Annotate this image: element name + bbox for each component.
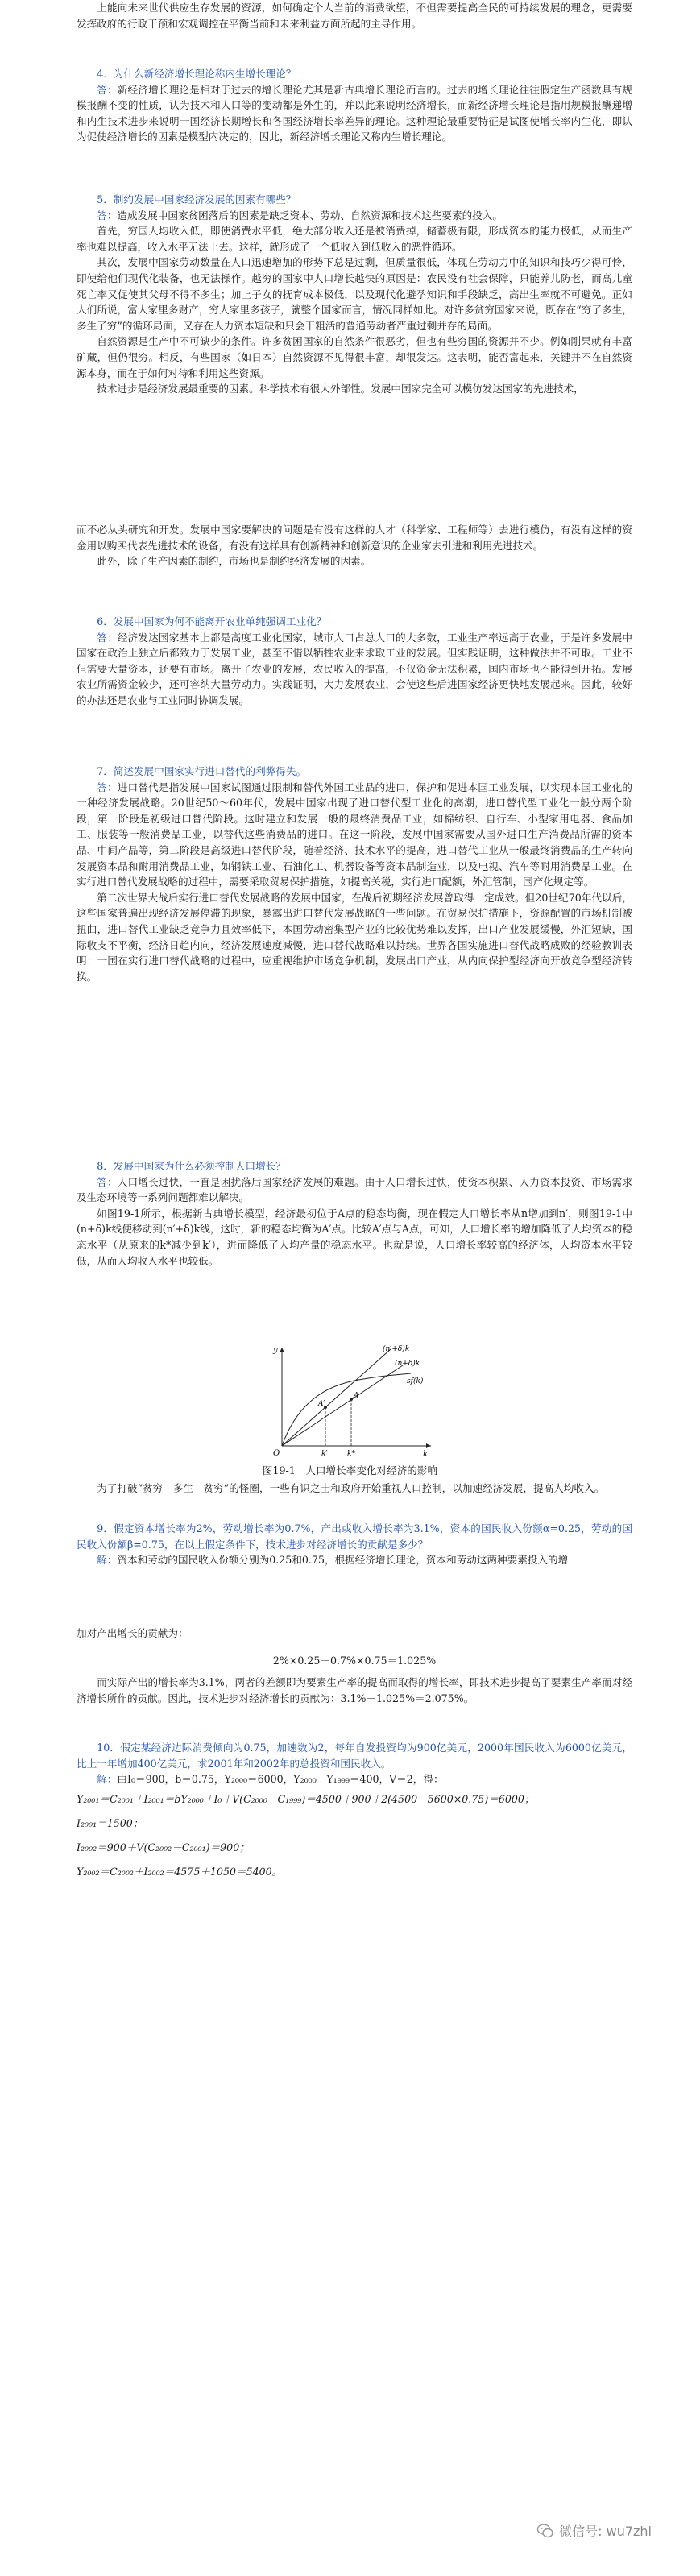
equation-y2001: Y₂₀₀₁＝C₂₀₀₁＋I₂₀₀₁＝bY₂₀₀₀＋I₀＋V(C₂₀₀₀－C₁₉₉₉)＝4500＋900＋2(4500－5600×0.75)＝6000； bbox=[77, 1792, 535, 1805]
curve-label: sf(k) bbox=[407, 1377, 424, 1385]
question-8-continued bbox=[77, 1481, 632, 1497]
question-4-title: 4．为什么新经济增长理论称内生增长理论？ bbox=[97, 68, 296, 80]
answer-text: 人口增长过快，一直是困扰落后国家经济发展的难题。由于人口增长过快，使资本积累、人力资本投资、市场需求及生态环境等一系列问题都难以解决。 bbox=[77, 1175, 633, 1204]
equation-i2002: I₂₀₀₂＝900＋V(C₂₀₀₂－C₂₀₀₁)＝900； bbox=[77, 1841, 250, 1853]
question-10-section bbox=[77, 1740, 632, 1884]
k-prime-label: k′ bbox=[321, 1450, 328, 1458]
question-5-continued bbox=[77, 522, 632, 569]
intro-section bbox=[77, 0, 632, 31]
question-9-answer-1 bbox=[77, 1552, 632, 1568]
question-9-answer-2: 加对产出增长的贡献为： bbox=[77, 1627, 188, 1639]
answer-text: 资本和劳动的国民收入份额分别为0.25和0.75，根据经济增长理论，资本和劳动这两种要素投入的增 bbox=[117, 1554, 569, 1567]
answer-text: 由I₀＝900，b＝0.75，Y₂₀₀₀＝6000，Y₂₀₀₀－Y₁₉₉₉＝400，V＝2，得： bbox=[117, 1773, 444, 1786]
line-n-prime-delta-k bbox=[282, 1349, 391, 1446]
answer-text: 造成发展中国家贫困落后的因素是缺乏资本、劳动、自然资源和技术这些要素的投入。 bbox=[117, 209, 503, 222]
question-5-answer-3: 其次，发展中国家劳动数量在人口迅速增加的形势下总是过剩，但质量很低，体现在劳动力中的知识和技巧少得可怜，即使给他们现代化装备，也无法操作。越穷的国家中人口增长越快的原因是：农民没有社会保障，只能养儿防老，而高儿童死亡率又促使其父母不得不多生；加上子女的抚育成本极低，以及现代化避孕知识和手段缺乏，高出生率就不可避免。正如人们所说，富人家里多财产，穷人家里多孩子，就整个国家而言，情况同样如此。对许多贫穷国家来说，既存在“穷了多生，多生了穷”的循环局面，又存在人力资本短缺和只会干粗活的普通劳动者严重过剩并存的局面。 bbox=[77, 256, 632, 332]
answer-text: 进口替代是指发展中国家试图通过限制和替代外国工业品的进口，保护和促进本国工业发展，以实现本国工业化的一种经济发展战略。20世纪50～60年代，发展中国家出现了进口替代型工业化的高潮，进口替代型工业化一般分两个阶段，第一阶段是初级进口替代阶段。这时建立和发展一般的最终消费品工业，如棉纺织、自行车、小型家用电器、食品加工、服装等一般消费品工业，以替代这些消费品的进口。在这一阶段，发展中国家需要从国外进口生产消费品所需的资本品、中间产品等，第二阶段是高级进口替代阶段，随着经济、技术水平的提高，进口替代工业从一般最终消费品的生产转向发展资本品和耐用消费品工业，如钢铁工业、石油化工、机器设备等资本品制造业，以及电视、汽车等耐用消费品工业。在实行进口替代发展战略的过程中，需要采取贸易保护措施，如提高关税，实行进口配额，外汇管制，国产化规定等。 bbox=[77, 781, 633, 888]
point-a-label: A bbox=[354, 1392, 359, 1400]
figure-19-1 bbox=[262, 1341, 439, 1461]
line-upper-label: (n′+δ)k bbox=[383, 1345, 410, 1353]
answer-text: 经济发达国家基本上都是高度工业化国家，城市人口占总人口的大多数，工业生产率远高于农业，于是许多发展中国家在政治上独立后都致力于发展工业，甚至不惜以牺牲农业来求取工业的发展。但实践证明，这种做法并不可取。工业不但需要大量资本，还要有市场。离开了农业的发展，农民收入的提高，不仅资金无法积累，国内市场也不能得到开拓。发展农业所需资金较少，还可容纳大量劳动力。实践证明，大力发展农业，会使这些后进国家经济更快地发展起来。因此，较好的办法还是农业与工业同时协调发展。 bbox=[77, 631, 633, 706]
x-axis-arrow bbox=[426, 1443, 431, 1448]
question-5-answer-6: 而不必从头研究和开发。发展中国家要解决的问题是有没有这样的人才（科学家、工程师等）去进行模仿，有没有这样的资金用以购买代表先进技术的设备，有没有这样具有创新精神和创新意识的企业家去引进和利用先进技术。 bbox=[77, 524, 632, 552]
question-8-answer-2: 如图19-1所示，根据新古典增长模型，经济最初位于A点的稳态均衡，现在假定人口增长率从n增加到n′，则图19-1中(n+δ)k线便移动到(n′+δ)k线，这时，新的稳态均衡为A′点。比较A′点与A点，可知，人口增长率的增加降低了人均资本的稳态水平（从原来的k*减少到k′），进而降低了人均产量的稳态水平。也就是说，人口增长率较高的经济体，人均资本水平较低，从而人均收入水平也较低。 bbox=[77, 1207, 632, 1267]
question-5-answer-7: 此外，除了生产因素的制约，市场也是制约经济发展的因素。 bbox=[97, 555, 371, 568]
question-9-continued bbox=[77, 1626, 632, 1706]
question-4-section bbox=[77, 66, 632, 145]
question-7-title: 7．简述发展中国家实行进口替代的利弊得失。 bbox=[97, 765, 307, 777]
k-axis-label: k bbox=[423, 1450, 429, 1458]
line-lower-label: (n+δ)k bbox=[395, 1360, 420, 1368]
question-9-formula: 2%×0.25＋0.7%×0.75＝1.025% bbox=[272, 1654, 437, 1667]
answer-label: 答： bbox=[97, 781, 118, 793]
question-9-answer-3: 而实际产出的增长率为3.1%，两者的差额即为要素生产率的提高而取得的增长率，即技术进步提高了要素生产率而对经济增长所作的贡献。因此，技术进步对经济增长的贡献为：3.1%－1.025%＝2.075%。 bbox=[77, 1676, 632, 1704]
k-star-label: k* bbox=[347, 1450, 355, 1458]
answer-label: 答： bbox=[97, 83, 118, 96]
question-6-section bbox=[77, 614, 632, 709]
line-n-delta-k bbox=[282, 1365, 403, 1446]
question-6-title: 6．发展中国家为何不能离开农业单纯强调工业化？ bbox=[97, 615, 327, 627]
question-7-section bbox=[77, 764, 632, 984]
watermark-text: 微信号: wu7zhi bbox=[559, 2524, 652, 2539]
question-5-answer-4: 自然资源是生产中不可缺少的条件。许多贫困国家的自然条件很恶劣，但也有些穷国的资源并不少。例如刚果就有丰富矿藏，但仍很穷。相反，有些国家（如日本）自然资源不见得很丰富，却很发达。这表明，能否富起来，关键并不在自然资源本身，而在于如何对待和利用这些资源。 bbox=[77, 335, 632, 379]
question-8-title: 8．发展中国家为什么必须控制人口增长？ bbox=[97, 1160, 286, 1172]
question-10-given bbox=[77, 1771, 632, 1787]
answer-label: 答： bbox=[97, 1175, 118, 1188]
answer-label: 解： bbox=[97, 1773, 118, 1786]
figure-caption: 图19-1 人口增长率变化对经济的影响 bbox=[262, 1464, 438, 1476]
equation-i2001: I₂₀₀₁＝1500； bbox=[77, 1816, 143, 1829]
question-8-section bbox=[77, 1158, 632, 1269]
y-axis-label: y bbox=[273, 1346, 278, 1355]
point-a-marker bbox=[350, 1398, 353, 1401]
answer-text: 新经济增长理论是相对于过去的增长理论尤其是新古典增长理论而言的。过去的增长理论往往假定生产函数具有规模报酬不变的性质，认为技术和人口等的变动都是外生的，并以此来说明经济增长，而新经济增长理论是指用规模报酬递增和内生技术进步来说明一国经济长期增长和各国经济增长率差异的理论。这种理论最重要特征是试图使增长率内生化，即认为促使经济增长的因素是模型内决定的，因此，新经济增长理论又称内生增长理论。 bbox=[77, 83, 633, 143]
question-4-answer bbox=[77, 82, 632, 145]
intro-paragraph: 上能向未来世代供应生存发展的资源，如何确定个人当前的消费欲望，不但需要提高全民的可持续发展的理念，更需要发挥政府的行政干预和宏观调控在平衡当前和未来利益方面所起的主导作用。 bbox=[77, 2, 632, 30]
question-8-answer-1 bbox=[77, 1174, 632, 1206]
wechat-watermark bbox=[536, 2521, 652, 2540]
question-5-answer-5: 技术进步是经济发展最重要的因素。科学技术有很大外部性。发展中国家完全可以模仿发达国家的先进技术， bbox=[97, 383, 584, 396]
answer-label: 答： bbox=[97, 631, 118, 644]
question-8-answer-3: 为了打破“贫穷—多生—贫穷”的怪圈，一些有识之士和政府开始重视人口控制，以加速经济发展，提高人均收入。 bbox=[97, 1482, 605, 1494]
question-5-section bbox=[77, 192, 632, 397]
question-6-answer bbox=[77, 630, 632, 709]
equation-y2002: Y₂₀₀₂＝C₂₀₀₂＋I₂₀₀₂＝4575＋1050＝5400。 bbox=[77, 1865, 283, 1878]
question-7-answer-1 bbox=[77, 780, 632, 890]
y-axis-arrow bbox=[280, 1348, 284, 1352]
question-5-answer-1 bbox=[77, 208, 632, 224]
wechat-icon bbox=[536, 2522, 554, 2540]
question-5-title: 5．制约发展中国家经济发展的因素有哪些？ bbox=[97, 193, 296, 205]
point-a-prime-label: A′ bbox=[318, 1400, 325, 1408]
question-5-answer-2: 首先，穷国人均收入低，即使消费水平低，绝大部分收入还是被消费掉，储蓄极有限，形成资本的能力极低，从而生产率也难以提高，收入水平无法上去。这样，就形成了一个低收入到低收入的恶性循环。 bbox=[77, 225, 632, 253]
question-10-title: 10．假定某经济边际消费倾向为0.75，加速数为2，每年自发投资均为900亿美元，2000年国民收入为6000亿美元，比上一年增加400亿美元，求2001年和2002年的总投资和国民收入。 bbox=[77, 1741, 632, 1770]
origin-label: O bbox=[273, 1449, 280, 1458]
question-7-answer-2: 第二次世界大战后实行进口替代发展战略的发展中国家，在战后初期经济发展曾取得一定成效。但20世纪70年代以后，这些国家普遍出现经济发展停滞的现象，暴露出进口替代发展战略的一些问题。在贸易保护措施下，资源配置的市场机制被扭曲，进口替代工业缺乏竞争力且效率低下，本国劳动密集型产业的比较优势难以发挥，出口产业发展缓慢，外汇短缺，国际收支不平衡，经济日趋内向，经济发展速度减慢，进口替代战略难以持续。世界各国实施进口替代战略成败的经验教训表明：一国在实行进口替代战略的过程中，应重视维护市场竞争机制，发展出口产业，从内向保护型经济向开放竞争型经济转换。 bbox=[77, 891, 632, 983]
curve-sf-k bbox=[282, 1373, 411, 1446]
answer-label: 答： bbox=[97, 209, 118, 222]
growth-diagram bbox=[262, 1341, 439, 1458]
question-9-section bbox=[77, 1521, 632, 1568]
answer-label: 解： bbox=[97, 1554, 118, 1567]
question-9-title: 9．假定资本增长率为2%，劳动增长率为0.7%，产出或收入增长率为3.1%，资本的国民收入份额α=0.25，劳动的国民收入份额β=0.75，在以上假定条件下，技术进步对经济增长的贡献是多少？ bbox=[77, 1522, 632, 1551]
